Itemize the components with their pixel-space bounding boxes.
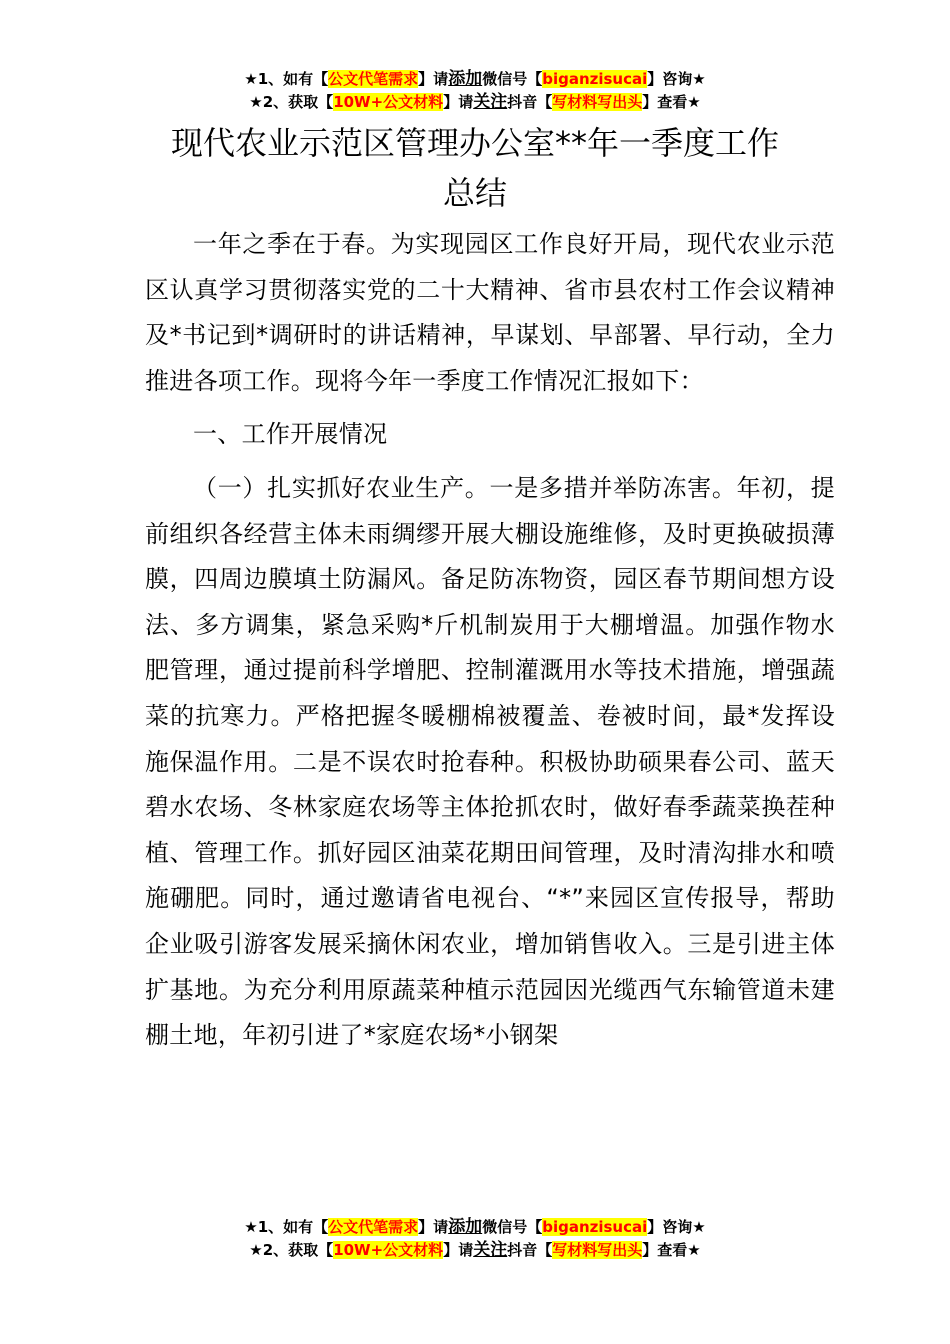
promo-line-1 xyxy=(0,68,950,91)
promo-text: 抖音【 xyxy=(507,93,553,111)
promo-text: 】请 xyxy=(443,1241,474,1259)
promo-emphasis: 添加 xyxy=(448,69,483,89)
document-title-line-1: 现代农业示范区管理办公室**年一季度工作 xyxy=(170,124,779,162)
promo-highlight-douyin-id: 写材料写出头 xyxy=(552,93,643,111)
promo-text: 】请 xyxy=(418,70,449,88)
promo-line-2 xyxy=(0,1239,950,1262)
promo-text: 】查看★ xyxy=(642,93,701,111)
promo-highlight: 公文代笔需求 xyxy=(328,1218,419,1236)
promo-highlight: 10W+公文材料 xyxy=(333,1241,444,1259)
promo-line-1 xyxy=(0,1216,950,1239)
promo-highlight-wechat-id: biganzisucai xyxy=(542,70,648,88)
promo-text: ★2、获取【 xyxy=(249,1241,334,1259)
promo-emphasis: 关注 xyxy=(473,92,508,112)
promo-line-2 xyxy=(0,91,950,114)
promo-text: ★1、如有【 xyxy=(244,1218,329,1236)
promo-emphasis: 关注 xyxy=(473,1240,508,1260)
promo-banner-bottom xyxy=(0,1216,950,1262)
document-title xyxy=(100,118,850,218)
promo-text: 微信号【 xyxy=(482,1218,543,1236)
promo-highlight: 公文代笔需求 xyxy=(328,70,419,88)
section-heading: 一、工作开展情况 xyxy=(193,420,388,449)
document-title-line-2: 总结 xyxy=(442,174,507,212)
promo-text: ★1、如有【 xyxy=(244,70,329,88)
promo-banner-top xyxy=(0,68,950,114)
promo-highlight: 10W+公文材料 xyxy=(333,93,444,111)
promo-emphasis: 添加 xyxy=(448,1217,483,1237)
body-paragraph: （一）扎实抓好农业生产。一是多措并举防冻害。年初，提前组织各经营主体未雨绸缪开展大棚设施维修，及时更换破损薄膜，四周边膜填土防漏风。备足防冻物资，园区春节期间想方设法、多方调集，紧急采购*斤机制炭用于大棚增温。加强作物水肥管理，通过提前科学增肥、控制灌溉用水等技术措施，增强蔬菜的抗寒力。严格把握冬暖棚棉被覆盖、卷被时间，最*发挥设施保温作用。二是不误农时抢春种。积极协助硕果春公司、蓝天碧水农场、冬林家庭农场等主体抢抓农时，做好春季蔬菜换茬种植、管理工作。抓好园区油菜花期田间管理，及时清沟排水和喷施硼肥。同时，通过邀请省电视台、“*”来园区宣传报导，帮助企业吸引游客发展采摘休闲农业，增加销售收入。三是引进主体扩基地。为充分利用原蔬菜种植示范园因光缆西气东输管道未建棚土地，年初引进了*家庭农场*小钢架 xyxy=(145,473,835,1050)
promo-text: 】咨询★ xyxy=(647,70,706,88)
promo-highlight-douyin-id: 写材料写出头 xyxy=(552,1241,643,1259)
promo-highlight-wechat-id: biganzisucai xyxy=(542,1218,648,1236)
promo-text: 】咨询★ xyxy=(647,1218,706,1236)
promo-text: ★2、获取【 xyxy=(249,93,334,111)
promo-text: 】查看★ xyxy=(642,1241,701,1259)
promo-text: 】请 xyxy=(418,1218,449,1236)
document-body xyxy=(145,222,835,1059)
promo-text: 抖音【 xyxy=(507,1241,553,1259)
intro-paragraph: 一年之季在于春。为实现园区工作良好开局，现代农业示范区认真学习贯彻落实党的二十大精神、省市县农村工作会议精神及*书记到*调研时的讲话精神，早谋划、早部署、早行动，全力推进各项工作。现将今年一季度工作情况汇报如下： xyxy=(145,230,835,395)
promo-text: 】请 xyxy=(443,93,474,111)
promo-text: 微信号【 xyxy=(482,70,543,88)
